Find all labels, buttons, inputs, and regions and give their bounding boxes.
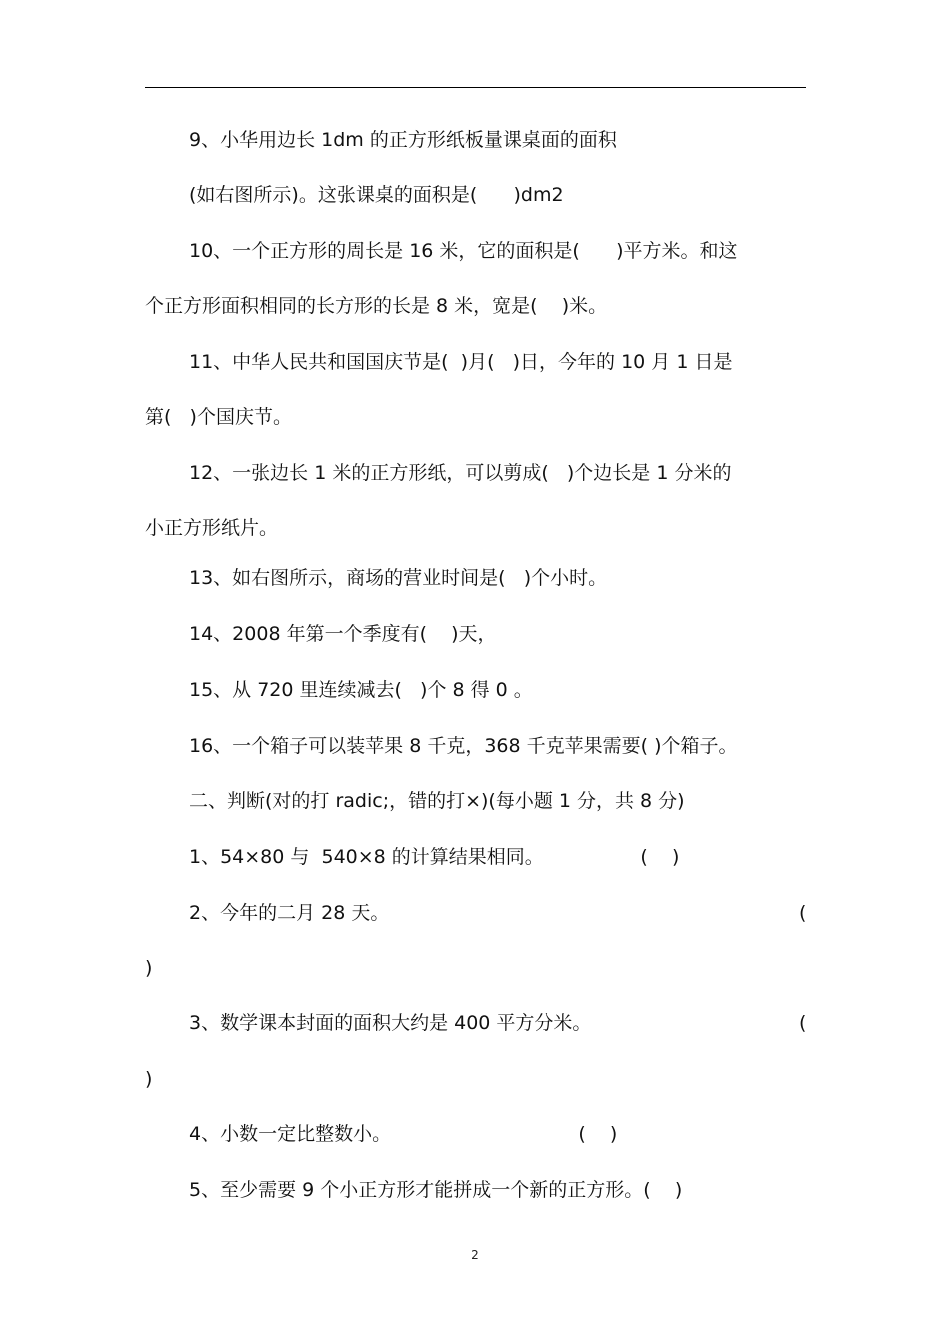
question-9-line-2: (如右图所示)。这张课桌的面积是( )dm2 — [189, 184, 564, 206]
question-16: 16、一个箱子可以装苹果 8 千克，368 千克苹果需要( )个箱子。 — [189, 735, 738, 757]
judgment-2: 2、今年的二月 28 天。 — [189, 902, 390, 924]
question-12-line-1: 12、一张边长 1 米的正方形纸，可以剪成( )个边长是 1 分米的 — [189, 462, 732, 484]
judgment-1: 1、54×80 与 540×8 的计算结果相同。 ( ) — [189, 846, 680, 868]
question-9-line-1: 9、小华用边长 1dm 的正方形纸板量课桌面的面积 — [189, 129, 617, 151]
question-14: 14、2008 年第一个季度有( )天， — [189, 623, 497, 645]
judgment-2-close-paren: ) — [145, 957, 153, 979]
section-2-heading: 二、判断(对的打 radic;，错的打×)(每小题 1 分，共 8 分) — [189, 790, 685, 812]
question-15: 15、从 720 里连续减去( )个 8 得 0 。 — [189, 679, 533, 701]
question-10-line-2: 个正方形面积相同的长方形的长是 8 米，宽是( )米。 — [145, 295, 608, 317]
judgment-4: 4、小数一定比整数小。 ( ) — [189, 1123, 618, 1145]
question-10-line-1: 10、一个正方形的周长是 16 米，它的面积是( )平方米。和这 — [189, 240, 738, 262]
question-12-line-2: 小正方形纸片。 — [145, 517, 279, 539]
judgment-3-close-paren: ) — [145, 1068, 153, 1090]
question-11-line-1: 11、中华人民共和国国庆节是( )月( )日，今年的 10 月 1 日是 — [189, 351, 733, 373]
question-13: 13、如右图所示，商场的营业时间是( )个小时。 — [189, 567, 608, 589]
judgment-5: 5、至少需要 9 个小正方形才能拼成一个新的正方形。( ) — [189, 1179, 683, 1201]
judgment-3: 3、数学课本封面的面积大约是 400 平方分米。 — [189, 1012, 592, 1034]
header-rule — [145, 87, 806, 88]
question-11-line-2: 第( )个国庆节。 — [145, 406, 292, 428]
judgment-2-open-paren: ( — [799, 902, 807, 924]
judgment-3-open-paren: ( — [799, 1012, 807, 1034]
page-number: 2 — [471, 1248, 479, 1262]
